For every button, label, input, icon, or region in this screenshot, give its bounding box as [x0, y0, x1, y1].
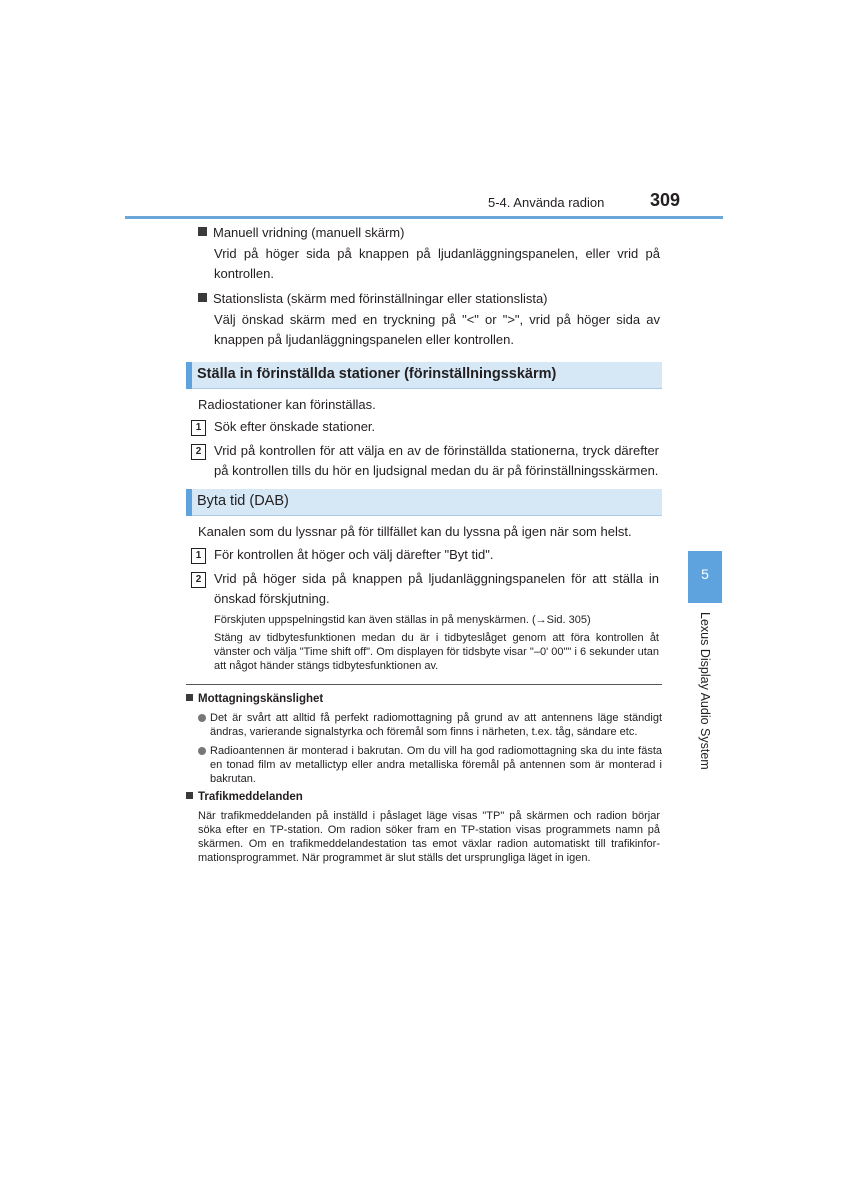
square-bullet-icon: [198, 293, 207, 302]
manual-tuning-block: [198, 225, 660, 284]
step-number-1: 1: [191, 420, 206, 436]
section-accent: [186, 489, 192, 516]
step-number-1: 1: [191, 548, 206, 564]
reception-heading-text: Mottagningskänslighet: [198, 693, 324, 705]
manual-tuning-text: Vrid på höger sida på knappen på ljudanläggningspanelen, eller vrid på kontrollen.: [214, 246, 660, 281]
time-shift-step-2: [191, 569, 659, 609]
notes-divider: [186, 684, 662, 685]
reception-item-1: [198, 711, 662, 739]
time-shift-step-1-text: För kontrollen åt höger och välj därefter "Byt tid".: [214, 547, 494, 562]
preset-step-1: [191, 417, 659, 437]
preset-intro: Radiostationer kan förinställas.: [198, 397, 376, 412]
header-rule: [125, 216, 723, 219]
round-bullet-icon: [198, 714, 206, 722]
time-shift-step-1: [191, 545, 659, 565]
chapter-label: [692, 612, 716, 782]
step-number-2: 2: [191, 572, 206, 588]
section-time-shift: [186, 489, 662, 516]
round-bullet-icon: [198, 747, 206, 755]
traffic-text: När trafikmeddelanden på inställd i påslaget läge visas "TP" på skärmen och radion börjar söka efter en TP-station. Om radion söker fram en TP-station visas programmets namn på skärmen. Om en trafikmeddelandestation tas emot växlar radion automatiskt till trafikinfor-mationsprogrammet. När programmet är slut ställs det ursprungliga läget in igen.: [198, 810, 660, 864]
square-bullet-icon: [186, 792, 193, 799]
traffic-heading: [186, 791, 303, 803]
reception-item-2-text: Radioantennen är monterad i bakrutan. Om du vill ha god radiomottagning ska du inte fästa en tonad film av metallictyp eller andra metalliska föremål på antennen som är monterad i bakrutan.: [210, 745, 662, 785]
section-preset-title: Ställa in förinställda stationer (förinställningsskärm): [197, 366, 557, 382]
preset-step-2-text: Vrid på kontrollen för att välja en av de förinställda stationerna, tryck därefter på kontrollen tills du hör en ljudsignal medan du är på förinställningsskärmen.: [214, 443, 659, 478]
reception-heading: [186, 693, 323, 705]
station-list-heading: [198, 291, 660, 306]
header-section-title: 5-4. Använda radion: [488, 195, 605, 210]
chapter-tab: 5: [688, 551, 722, 603]
preset-step-2: [191, 441, 659, 481]
traffic-heading-text: Trafikmeddelanden: [198, 791, 303, 803]
station-list-block: [198, 291, 660, 350]
station-list-text: Välj önskad skärm med en tryckning på "<" or ">", vrid på höger sida av knappen på ljudanläggningspanelen eller kontrollen.: [214, 312, 660, 347]
step-number-2: 2: [191, 444, 206, 460]
manual-tuning-heading: [198, 225, 660, 240]
preset-step-1-text: Sök efter önskade stationer.: [214, 419, 376, 434]
reception-item-1-text: Det är svårt att alltid få perfekt radiomottagning på grund av att antennens läge ständigt ändras, varierande signalstyrka och föremål som finns i närheten, t.ex. tåg, sändare etc.: [210, 712, 662, 738]
time-shift-note-2: Stäng av tidbytesfunktionen medan du är i tidbyteslåget genom att föra kontrollen åt vänster och välja "Time shift off". Om displayen för tidsbyte visar "–0' 00"" i 6 sekunder utan att något händer stängs tidbytesfunktionen av.: [214, 632, 659, 672]
section-accent: [186, 362, 192, 389]
page-number: 309: [650, 190, 681, 210]
time-shift-note-1: Förskjuten uppspelningstid kan även ställas in på menyskärmen. (→Sid. 305): [214, 614, 591, 626]
time-shift-intro: Kanalen som du lyssnar på för tillfället kan du lyssna på igen när som helst.: [198, 524, 632, 539]
manual-tuning-heading-text: Manuell vridning (manuell skärm): [213, 225, 405, 240]
chapter-label-text: Lexus Display Audio System: [698, 612, 712, 770]
square-bullet-icon: [198, 227, 207, 236]
time-shift-step-2-text: Vrid på höger sida på knappen på ljudanläggningspanelen för att ställa in önskad förskjutning.: [214, 571, 659, 606]
square-bullet-icon: [186, 694, 193, 701]
section-time-shift-title: Byta tid (DAB): [197, 493, 289, 509]
reception-item-2: [198, 744, 662, 786]
station-list-heading-text: Stationslista (skärm med förinställningar eller stationslista): [213, 291, 548, 306]
section-preset-stations: [186, 362, 662, 389]
